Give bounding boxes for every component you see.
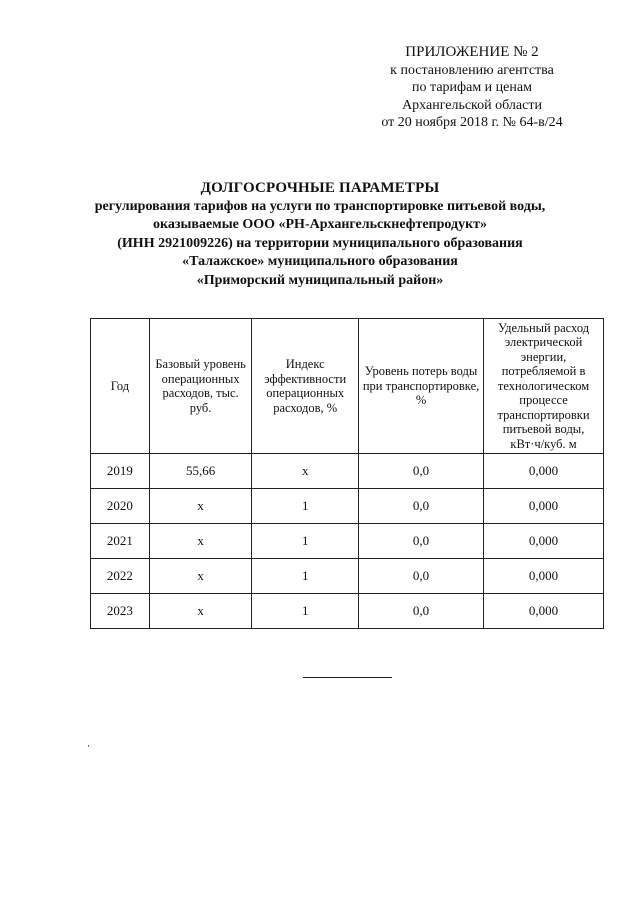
cell-efficiency-index: 1: [252, 559, 359, 594]
cell-base-expenses: x: [149, 489, 252, 524]
appendix-title: ПРИЛОЖЕНИЕ № 2: [405, 44, 539, 60]
heading-title: ДОЛГОСРОЧНЫЕ ПАРАМЕТРЫ: [200, 180, 440, 196]
appendix-line: Архангельской области: [402, 97, 542, 113]
parameters-table: [90, 318, 604, 629]
end-divider-line: [303, 677, 392, 678]
cell-water-loss: 0,0: [359, 524, 484, 559]
cell-energy-consumption: 0,000: [484, 524, 604, 559]
appendix-block: [340, 44, 604, 132]
cell-base-expenses: x: [149, 559, 252, 594]
appendix-line: по тарифам и ценам: [412, 80, 532, 95]
heading-line: «Приморский муниципальный район»: [196, 272, 444, 288]
table-header-row: [91, 319, 604, 454]
header-energy-consumption: Удельный расход электрической энергии, потребляемой в технологическом процессе транспортировки питьевой воды, кВт·ч/куб. м: [484, 319, 604, 454]
table-row: [91, 594, 604, 629]
cell-water-loss: 0,0: [359, 454, 484, 489]
cell-base-expenses: 55,66: [149, 454, 252, 489]
header-efficiency-index: Индекс эффективности операционных расходов, %: [252, 319, 359, 454]
cell-energy-consumption: 0,000: [484, 594, 604, 629]
table-row: [91, 524, 604, 559]
table-row: [91, 454, 604, 489]
cell-energy-consumption: 0,000: [484, 559, 604, 594]
cell-year: 2021: [91, 524, 150, 559]
cell-water-loss: 0,0: [359, 594, 484, 629]
scan-speck: [88, 745, 89, 747]
cell-year: 2022: [91, 559, 150, 594]
appendix-line: к постановлению агентства: [390, 62, 554, 78]
cell-year: 2023: [91, 594, 150, 629]
heading-line: (ИНН 2921009226) на территории муниципального образования: [117, 235, 523, 251]
cell-efficiency-index: x: [252, 454, 359, 489]
cell-base-expenses: x: [149, 524, 252, 559]
cell-energy-consumption: 0,000: [484, 489, 604, 524]
cell-efficiency-index: 1: [252, 594, 359, 629]
cell-energy-consumption: 0,000: [484, 454, 604, 489]
cell-year: 2019: [91, 454, 150, 489]
header-water-loss: Уровень потерь воды при транспортировке, %: [359, 319, 484, 454]
cell-efficiency-index: 1: [252, 524, 359, 559]
cell-water-loss: 0,0: [359, 559, 484, 594]
heading-line: регулирования тарифов на услуги по транспортировке питьевой воды,: [94, 198, 546, 214]
table-row: [91, 489, 604, 524]
cell-efficiency-index: 1: [252, 489, 359, 524]
appendix-line: от 20 ноября 2018 г. № 64-в/24: [381, 115, 563, 130]
header-year: Год: [91, 319, 150, 454]
table-row: [91, 559, 604, 594]
heading-line: «Талажское» муниципального образования: [182, 254, 458, 269]
document-heading: [0, 179, 640, 290]
header-base-expenses: Базовый уровень операционных расходов, тыс. руб.: [149, 319, 252, 454]
cell-water-loss: 0,0: [359, 489, 484, 524]
cell-base-expenses: x: [149, 594, 252, 629]
heading-line: оказываемые ООО «РН-Архангельскнефтепродукт»: [152, 217, 488, 232]
cell-year: 2020: [91, 489, 150, 524]
